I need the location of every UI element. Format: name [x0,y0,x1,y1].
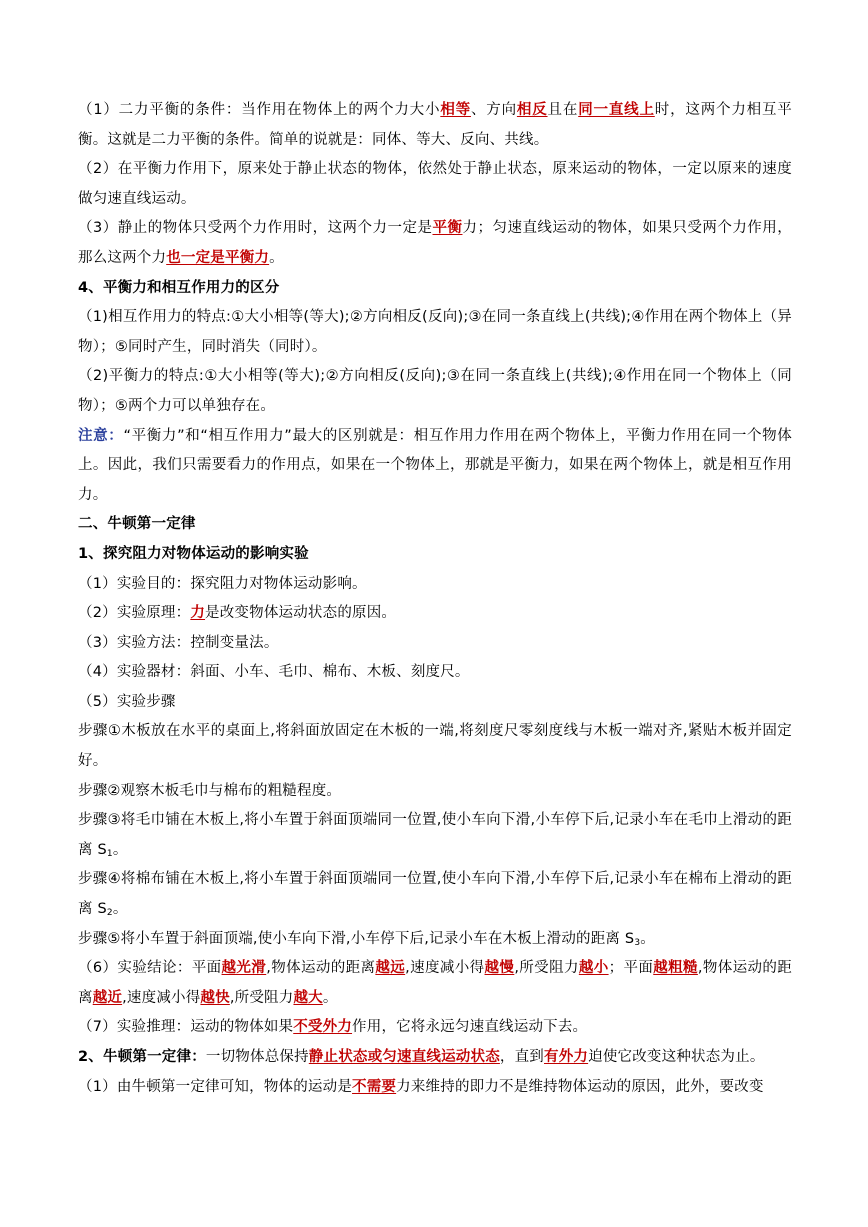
text-run: 作用，它将永远匀速直线运动下去。 [352,1019,588,1036]
text-run: （2)平衡力的特点:①大小相等(等大);②方向相反(反向);③在同一条直线上(共线);④作用在同一个物体上（同物）；⑤两个力可以单独存在。 [78,368,792,414]
list-item-paragraph [78,96,792,155]
list-item-paragraph [78,303,792,362]
step-paragraph [78,717,792,776]
list-item-paragraph [78,362,792,421]
highlighted-answer: 力 [190,605,206,622]
text-run: （4）实验器材：斜面、小车、毛巾、棉布、木板、刻度尺。 [78,664,470,681]
list-item-paragraph [78,1073,792,1103]
highlighted-answer: 静止状态或匀速直线运动状态 [308,1049,500,1065]
text-run: “平衡力”和“相互作用力”最大的区别就是：相互作用力作用在两个物体上，平衡力作用在同一个物体上。因此，我们只需要看力的作用点，如果在一个物体上，那就是平衡力，如果在两个物体上，就是相互作用力。 [78,427,792,503]
section-heading [78,540,792,570]
text-run: （1）二力平衡的条件：当作用在物体上的两个力大小 [78,102,441,118]
text-run: 迫使它改变这种状态为止。 [588,1049,765,1065]
highlighted-answer: 相等 [440,102,471,118]
text-run: ,所受阻力 [514,960,579,977]
text-run: ，直到 [499,1049,545,1065]
highlighted-answer: 越快 [200,989,230,1006]
document-body [78,96,792,1102]
highlighted-answer: 平衡 [432,220,463,237]
text-run: ,速度减小得 [122,989,201,1006]
highlighted-answer: 有外力 [544,1049,589,1065]
text-run: （1）实验目的：探究阻力对物体运动影响。 [78,575,367,592]
section-heading [78,274,792,304]
bold-lead: 2、牛顿第一定律： [78,1049,206,1065]
step-paragraph [78,777,792,807]
text-run: ；平面 [608,960,654,977]
text-run: 。 [269,249,284,266]
text-run: 步骤⑤将小车置于斜面顶端,使小车向下滑,小车停下后,记录小车在木板上滑动的距离 S [78,930,635,947]
highlighted-answer: 越粗糙 [653,960,698,977]
highlighted-answer: 越小 [578,960,609,977]
highlighted-answer: 同一直线上 [578,102,655,118]
step-paragraph [78,925,792,955]
law-paragraph [78,1043,792,1073]
step-paragraph [78,865,792,924]
note-label: 注意： [78,427,124,444]
text-run: 步骤③将毛巾铺在木板上,将小车置于斜面顶端同一位置,使小车向下滑,小车停下后,记录小车在毛巾上滑动的距离 S [78,812,792,858]
text-run: 步骤①木板放在水平的桌面上,将斜面放固定在木板的一端,将刻度尺零刻度线与木板一端对齐,紧贴木板并固定好。 [78,723,792,770]
text-run: 力来维持的即力不是维持物体运动的原因，此外，要改变 [396,1078,764,1095]
highlighted-answer: 越近 [92,989,123,1006]
text-run: 4、平衡力和相互作用力的区分 [78,279,280,296]
list-item-paragraph [78,1013,792,1043]
section-heading [78,510,792,540]
text-run: （3）静止的物体只受两个力作用时，这两个力一定是 [78,220,433,237]
list-item-paragraph [78,629,792,659]
highlighted-answer: 也一定是平衡力 [166,249,270,266]
text-run: 力；匀速直线运动的物体，如果只受两个力作用，那么这两个力 [78,220,792,266]
list-item-paragraph [78,599,792,629]
highlighted-answer: 越慢 [484,960,515,977]
text-run: ,物体运动的距离 [266,960,376,977]
text-run: 步骤④将棉布铺在木板上,将小车置于斜面顶端同一位置,使小车向下滑,小车停下后,记录小车在棉布上滑动的距离 S [78,871,792,918]
text-run: （2）在平衡力作用下，原来处于静止状态的物体，依然处于静止状态，原来运动的物体，一定以原来的速度做匀速直线运动。 [78,161,792,207]
list-item-paragraph [78,155,792,214]
text-run: 且在 [547,102,579,118]
text-run: 、方向 [470,102,517,118]
text-run: （3）实验方法：控制变量法。 [78,634,279,651]
text-run: 。 [640,930,655,947]
subscript: 1 [106,848,113,859]
highlighted-answer: 越光滑 [221,960,267,977]
text-run: ,所受阻力 [229,989,294,1006]
highlighted-answer: 不需要 [352,1078,397,1095]
text-run: （1)相互作用力的特点:①大小相等(等大);②方向相反(反向);③在同一条直线上(共线);④作用在两个物体上（异物）；⑤同时产生，同时消失（同时）。 [78,309,792,355]
highlighted-answer: 越大 [293,989,323,1006]
text-run: （2）实验原理： [78,605,191,622]
highlighted-answer: 相反 [516,102,548,118]
highlighted-answer: 越远 [375,960,406,977]
text-run: ,物体运动的距离 [78,960,793,1006]
text-run: ,速度减小得 [405,960,485,977]
text-run: （7）实验推理：运动的物体如果 [78,1019,294,1036]
text-run: 。 [112,901,128,918]
text-run: 。 [112,841,128,858]
list-item-paragraph [78,658,792,688]
subscript: 2 [106,908,113,919]
text-run: 是改变物体运动状态的原因。 [205,605,397,622]
text-run: （1）由牛顿第一定律可知，物体的运动是 [78,1078,353,1095]
list-item-paragraph [78,688,792,718]
list-item-paragraph [78,214,792,273]
note-paragraph [78,422,792,511]
text-run: 1、探究阻力对物体运动的影响实验 [78,545,309,562]
text-run: （5）实验步骤 [78,693,176,710]
step-paragraph [78,806,792,865]
text-run: 时，这两个力相互平衡。这就是二力平衡的条件。简单的说就是：同体、等大、反向、共线。 [78,102,793,148]
text-run: 一切物体总保持 [205,1049,309,1065]
list-item-paragraph [78,954,792,1013]
text-run: （6）实验结论：平面 [78,960,222,977]
text-run: 。 [322,989,338,1006]
subscript: 3 [634,937,641,948]
text-run: 步骤②观察木板毛巾与棉布的粗糙程度。 [78,782,342,799]
highlighted-answer: 不受外力 [293,1019,353,1036]
text-run: 二、牛顿第一定律 [78,516,196,533]
list-item-paragraph [78,570,792,600]
